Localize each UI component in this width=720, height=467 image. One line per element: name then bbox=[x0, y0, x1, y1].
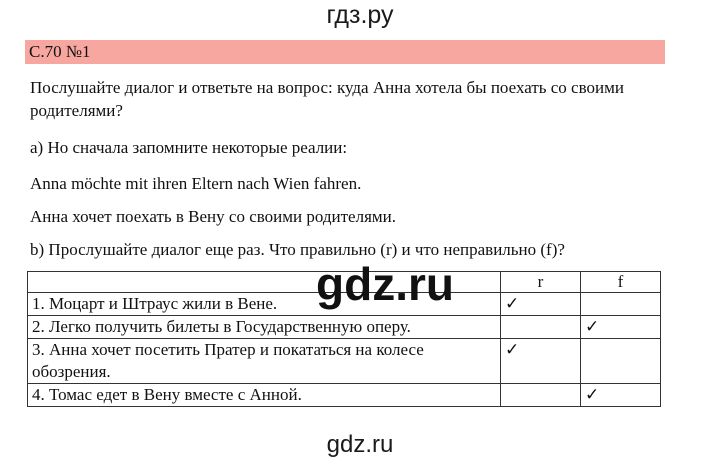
german-sentence: Anna möchte mit ihren Eltern nach Wien fahren. bbox=[30, 174, 362, 193]
part-a-text: а) Но сначала запомните некоторые реалии: bbox=[30, 138, 348, 157]
center-watermark: gdz.ru bbox=[316, 258, 454, 310]
question-text: Послушайте диалог и ответьте на вопрос: куда Анна хотела бы поехать со своими родителями? bbox=[30, 78, 624, 120]
r-cell bbox=[501, 384, 581, 407]
statement-cell: 2. Легко получить билеты в Государственную оперу. bbox=[28, 316, 501, 339]
header-r: r bbox=[501, 272, 581, 293]
f-cell bbox=[580, 339, 660, 384]
site-title: гдз.ру bbox=[326, 1, 394, 29]
table-row bbox=[28, 339, 661, 384]
f-cell: ✓ bbox=[580, 316, 660, 339]
f-cell bbox=[580, 293, 660, 316]
r-cell bbox=[501, 316, 581, 339]
russian-sentence: Анна хочет поехать в Вену со своими родителями. bbox=[30, 207, 396, 226]
bottom-watermark: gdz.ru bbox=[326, 431, 394, 458]
part-b-text: b) Прослушайте диалог еще раз. Что правильно (r) и что неправильно (f)? bbox=[30, 240, 565, 259]
statement-cell: 3. Анна хочет посетить Пратер и покататься на колесе обозрения. bbox=[28, 339, 501, 384]
table-row bbox=[28, 316, 661, 339]
f-cell: ✓ bbox=[580, 384, 660, 407]
r-cell: ✓ bbox=[501, 339, 581, 384]
r-cell: ✓ bbox=[501, 293, 581, 316]
statement-cell: 4. Томас едет в Вену вместе с Анной. bbox=[28, 384, 501, 407]
header-f: f bbox=[580, 272, 660, 293]
table-row bbox=[28, 384, 661, 407]
statement-cell: 1. Моцарт и Штраус жили в Вене. bbox=[28, 293, 501, 316]
exercise-header bbox=[25, 40, 665, 64]
exercise-label: С.70 №1 bbox=[29, 42, 91, 61]
